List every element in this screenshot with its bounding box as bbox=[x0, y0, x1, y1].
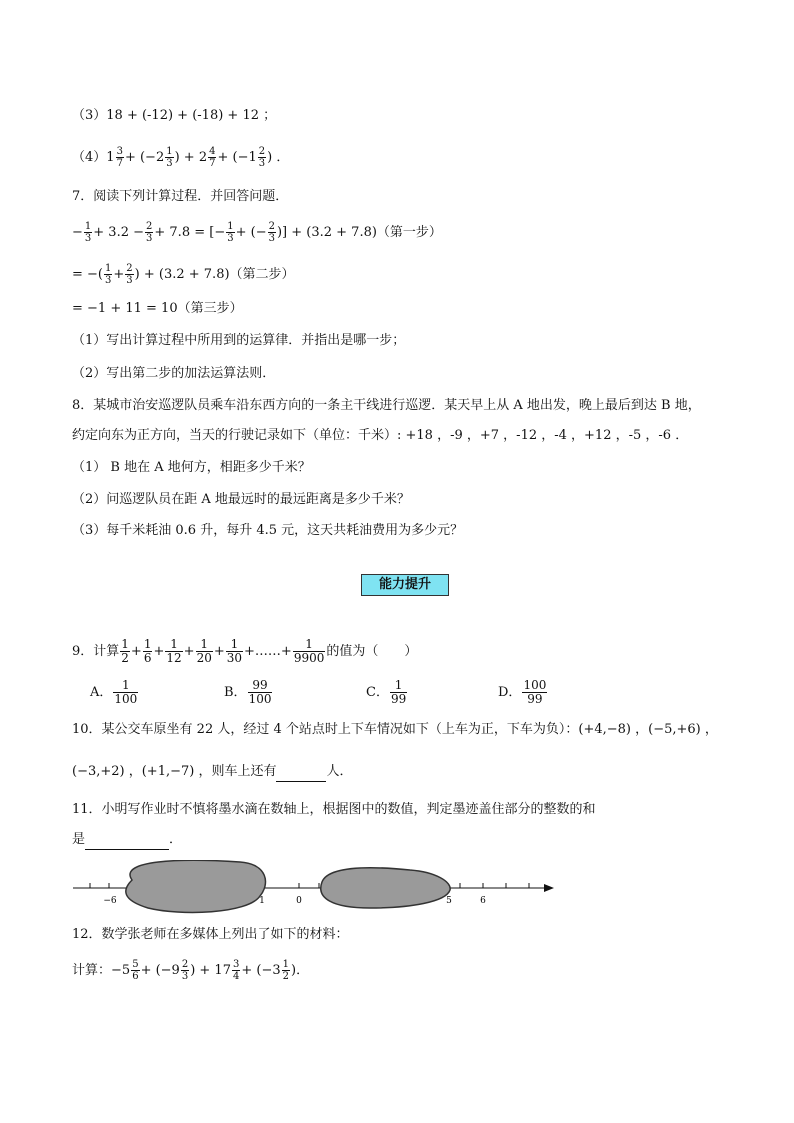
answer-blank-11[interactable] bbox=[85, 835, 169, 850]
axis-label-neg6: −6 bbox=[103, 896, 117, 906]
problem-6-4: （4）1 $\frac{3}{7}$ + (−2 $\frac{1}{3}$ ) + 2 $\frac{4}{7}$ + (−1 $\frac{2}{3}$ ) ． bbox=[72, 146, 290, 169]
problem-7-q1: （1）写出计算过程中所用到的运算律．并指出是哪一步； bbox=[72, 333, 406, 348]
problem-10-line1: 10．某公交车原坐有 22 人，经过 4 个站点时上下车情况如下（上车为正，下车为负）：(+4,−8) ，(−5,+6) ， bbox=[72, 722, 718, 737]
axis-arrow bbox=[544, 884, 554, 892]
problem-8-q2: （2）问巡逻队员在距 A 地最远时的最远距离是多少千米？ bbox=[72, 492, 410, 507]
axis-label-6: 6 bbox=[480, 896, 486, 906]
problem-8-line1: 8．某城市治安巡逻队员乘车沿东西方向的一条主干线进行巡逻．某天早上从 A 地出发，晚上最后到达 B 地， bbox=[72, 398, 701, 413]
axis-label-1: 1 bbox=[259, 896, 265, 906]
problem-12-expression: 计算：−5 $\frac{5}{6}$ + (−9 $\frac{2}{3}$ ) + 17 $\frac{3}{4}$ + (−3 $\frac{1}{2}$ )． bbox=[72, 959, 310, 982]
problem-7-step2: = −( $\frac{1}{3}$ + $\frac{2}{3}$ ) + (3.2 + 7.8)（第二步） bbox=[72, 263, 295, 286]
axis-label-0: 0 bbox=[296, 896, 302, 906]
option-a: A． $\frac{1}{100}$ bbox=[90, 678, 138, 706]
ink-blot-left bbox=[126, 860, 266, 912]
problem-7-q2: （2）写出第二步的加法运算法则． bbox=[72, 366, 276, 381]
option-c: C． $\frac{1}{99}$ bbox=[366, 678, 407, 706]
problem-12-line1: 12．数学张老师在多媒体上列出了如下的材料： bbox=[72, 927, 349, 942]
section-badge: 能力提升 bbox=[361, 574, 449, 596]
problem-7-step3: = −1 + 11 = 10（第三步） bbox=[72, 301, 243, 316]
answer-blank[interactable] bbox=[276, 767, 326, 782]
number-line-figure bbox=[70, 860, 560, 920]
problem-8-line2: 约定向东为正方向，当天的行驶记录如下（单位：千米）: +18 ，-9 ，+7 ，-12 ，-4 ，+12 ，-5 ，-6 ． bbox=[72, 428, 689, 443]
option-b: B． $\frac{99}{100}$ bbox=[224, 678, 272, 706]
problem-8-q1: （1） B 地在 A 地何方，相距多少千米？ bbox=[72, 460, 311, 475]
ink-blot-right bbox=[321, 868, 450, 908]
problem-10-line2: (−3,+2) ，(+1,−7) ，则车上还有 人． bbox=[72, 762, 353, 782]
problem-9: 9．计算 $\frac{1}{2}$ + $\frac{1}{6}$ + $\frac{1}{12}$ + $\frac{1}{20}$ + $\frac{1}{30}$ +……+ $\frac{1}{9900}$ 的值为（ ） bbox=[72, 637, 418, 665]
problem-8-q3: （3）每千米耗油 0.6 升，每升 4.5 元，这天共耗油费用为多少元？ bbox=[72, 523, 464, 538]
problem-6-3: （3）18 + (-12) + (-18) + 12 ； bbox=[72, 108, 277, 123]
problem-7-title: 7．阅读下列计算过程．并回答问题． bbox=[72, 189, 289, 204]
problem-11-line1: 11．小明写作业时不慎将墨水滴在数轴上，根据图中的数值，判定墨迹盖住部分的整数的和 bbox=[72, 802, 596, 817]
option-d: D． $\frac{100}{99}$ bbox=[498, 678, 547, 706]
axis-label-5: 5 bbox=[446, 896, 452, 906]
problem-11-line2: 是 ． bbox=[72, 830, 182, 850]
problem-7-step1: − $\frac{1}{3}$ + 3.2 − $\frac{2}{3}$ + 7.8 = [− $\frac{1}{3}$ + (− $\frac{2}{3}$ )] + (3.2 + 7.8)（第一步） bbox=[72, 221, 442, 244]
